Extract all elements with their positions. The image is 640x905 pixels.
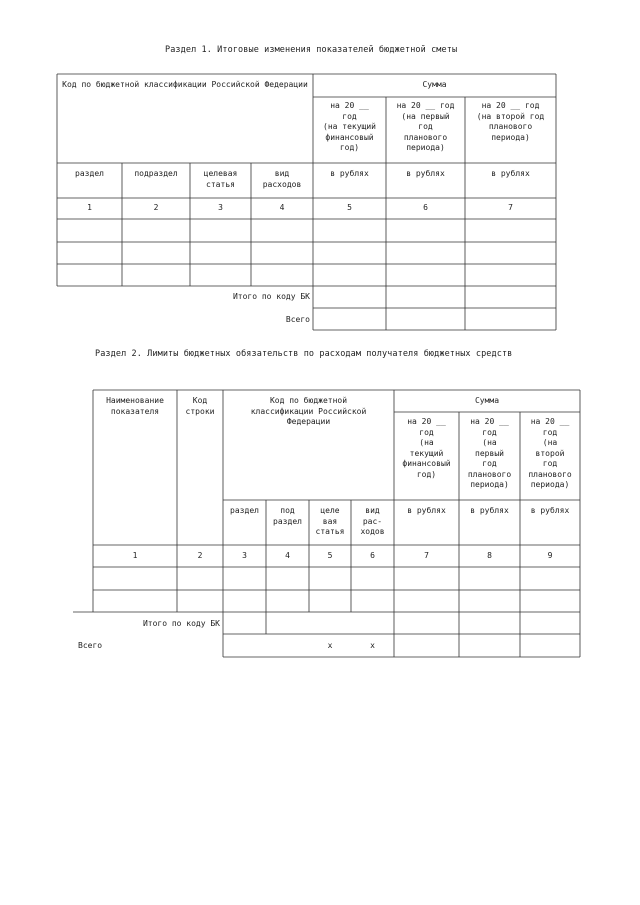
s1-col-number: 2 [153,203,159,212]
s2-header-indicator-name: Наименование показателя [106,396,164,416]
s1-col-type: вид расходов [262,169,302,189]
s1-total-label: Всего [285,315,310,324]
s1-unit-second: в рублях [491,169,530,178]
s2-header-budget-code: Код по бюджетной классификации Российской Федерации [250,396,367,426]
s2-col-number: 4 [285,551,290,560]
s2-total-label: Всего [78,641,103,650]
s2-col-section: раздел [230,506,259,515]
s2-year-current: на 20 __ год (на текущий финансовый год) [402,417,451,479]
s1-unit-first: в рублях [406,169,445,178]
s2-col-number: 6 [370,551,375,560]
s2-col-number: 9 [547,551,553,560]
s1-col-number: 4 [279,203,285,212]
s1-col-number: 6 [423,203,428,212]
s2-unit-first: в рублях [470,506,509,515]
s2-total-by-code-label: Итого по коду БК [142,619,220,628]
s2-col-subsection: под раздел [273,506,302,526]
s1-total-by-code-label: Итого по коду БК [232,292,310,301]
s2-total-type-x-mark: x [370,641,375,650]
s1-col-number: 3 [218,203,223,212]
section2-title: Раздел 2. Лимиты бюджетных обязательств по расходам получателя бюджетных средств [95,349,513,359]
s1-col-number: 5 [347,203,352,212]
s1-header-sum: Сумма [422,80,447,89]
s2-col-number: 1 [132,551,138,560]
s1-col-target: целевая статья [203,169,238,189]
s2-unit-current: в рублях [407,506,446,515]
section1-title: Раздел 1. Итоговые изменения показателей бюджетной сметы [165,45,458,55]
s1-year-first: на 20 __ год (на первый год планового периода) [396,101,455,152]
s2-col-number: 7 [424,551,429,560]
s2-col-number: 8 [487,551,492,560]
s2-total-target-x-mark: x [327,641,333,650]
s2-header-sum: Сумма [474,396,500,405]
s1-year-second: на 20 __ год (на второй год планового периода) [476,101,545,142]
s2-col-number: 3 [242,551,247,560]
s1-col-number: 7 [508,203,513,212]
s2-col-type: вид рас- ходов [360,506,385,536]
s2-unit-second: в рублях [530,506,570,515]
s2-col-target: целе вая статья [315,506,345,536]
s2-col-number: 2 [197,551,203,560]
s2-header-row-code: Код строки [185,396,215,416]
s1-col-number: 1 [87,203,92,212]
s1-col-section: раздел [75,169,104,178]
s2-year-first: на 20 __ год (на первый год планового периода) [467,417,512,489]
s1-year-current: на 20 __ год (на текущий финансовый год) [323,101,376,152]
s1-unit-current: в рублях [330,169,369,178]
s2-year-second: на 20 __ год (на второй год планового периода) [528,417,572,489]
s1-col-subsection: подраздел [134,169,178,178]
s2-col-number: 5 [327,551,333,560]
s1-header-budget-code: Код по бюджетной классификации Российской Федерации [62,80,308,89]
